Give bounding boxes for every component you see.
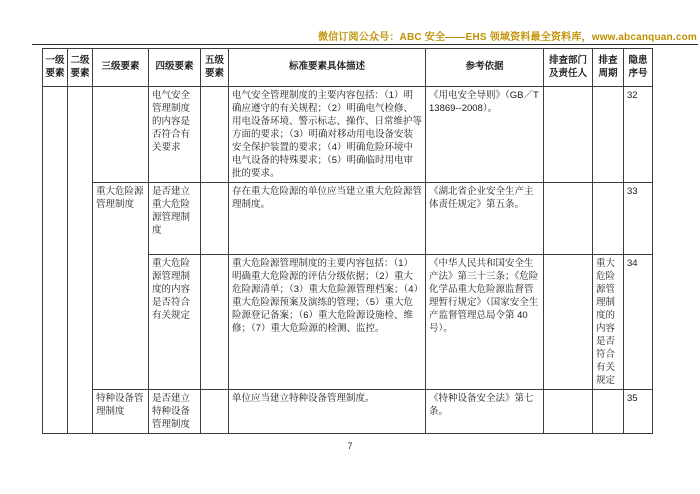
header-description: 标准要素具体描述 bbox=[229, 49, 426, 87]
header-cycle: 排查周期 bbox=[593, 49, 624, 87]
cell-level5-r2 bbox=[201, 183, 229, 255]
page-number: 7 bbox=[347, 441, 353, 451]
cell-level5-r1 bbox=[201, 87, 229, 183]
header-level1: 一级要素 bbox=[43, 49, 68, 87]
cell-hazard-no-r1: 32 bbox=[624, 87, 653, 183]
cell-cycle-r3: 重大危险源管理制度的内容是否符合有关规定 bbox=[593, 255, 624, 390]
cell-department-r4 bbox=[544, 390, 593, 434]
cell-level3-r4: 特种设备管理制度 bbox=[93, 390, 149, 434]
header-level3: 三级要素 bbox=[93, 49, 149, 87]
cell-department-r2 bbox=[544, 183, 593, 255]
cell-level3-r1 bbox=[93, 87, 149, 183]
cell-level5-r3 bbox=[201, 255, 229, 390]
cell-cycle-r4 bbox=[593, 390, 624, 434]
cell-level3-r2: 重大危险源管理制度 bbox=[93, 183, 149, 390]
table-row-electric-content bbox=[43, 87, 653, 183]
cell-level4-r3: 重大危险源管理制度的内容是否符合有关规定 bbox=[149, 255, 201, 390]
cell-reference-r4: 《特种设备安全法》第七条。 bbox=[426, 390, 544, 434]
cell-description-r4: 单位应当建立特种设备管理制度。 bbox=[229, 390, 426, 434]
cell-hazard-no-r3: 34 bbox=[624, 255, 653, 390]
table-row-major-hazard-establish bbox=[43, 183, 653, 255]
table-header-row bbox=[43, 49, 653, 87]
header-department: 排查部门及责任人 bbox=[544, 49, 593, 87]
cell-level4-r4: 是否建立特种设备管理制度 bbox=[149, 390, 201, 434]
cell-cycle-r1 bbox=[593, 87, 624, 183]
cell-hazard-no-r4: 35 bbox=[624, 390, 653, 434]
cell-level2-merged bbox=[68, 87, 93, 434]
cell-level4-r1: 电气安全管理制度的内容是否符合有关要求 bbox=[149, 87, 201, 183]
cell-reference-r3: 《中华人民共和国安全生产法》第三十三条；《危险化学品重大危险源监督管理暂行规定》（国家安全生产监督管理总局令第 40 号）。 bbox=[426, 255, 544, 390]
header-level4: 四级要素 bbox=[149, 49, 201, 87]
header-divider bbox=[32, 44, 698, 45]
header-level2: 二级要素 bbox=[68, 49, 93, 87]
cell-cycle-r2 bbox=[593, 183, 624, 255]
cell-hazard-no-r2: 33 bbox=[624, 183, 653, 255]
cell-level1-merged bbox=[43, 87, 68, 434]
cell-department-r1 bbox=[544, 87, 593, 183]
cell-level4-r2: 是否建立重大危险源管理制度 bbox=[149, 183, 201, 255]
table-row-special-equipment bbox=[43, 390, 653, 434]
cell-reference-r2: 《湖北省企业安全生产主体责任规定》第五条。 bbox=[426, 183, 544, 255]
cell-description-r2: 存在重大危险源的单位应当建立重大危险源管理制度。 bbox=[229, 183, 426, 255]
wechat-banner: 微信订阅公众号：ABC 安全——EHS 领域资料最全资料库，www.abcanquan.com bbox=[317, 32, 697, 43]
cell-level5-r4 bbox=[201, 390, 229, 434]
header-level5: 五级要素 bbox=[201, 49, 229, 87]
cell-department-r3 bbox=[544, 255, 593, 390]
header-reference: 参考依据 bbox=[426, 49, 544, 87]
cell-description-r1: 电气安全管理制度的主要内容包括：（1）明确应遵守的有关规程；（2）明确电气检修、用电设备环境、警示标志、操作、日常维护等方面的要求；（3）明确对移动用电设备安装安全保护装置的要求；（4）明确危险环境中电气设备的特殊要求；（5）明确临时用电审批的要求。 bbox=[229, 87, 426, 183]
cell-reference-r1: 《用电安全导则》（GB／T13869--2008）。 bbox=[426, 87, 544, 183]
cell-description-r3: 重大危险源管理制度的主要内容包括：（1）明确重大危险源的评估分级依据；（2）重大危险源清单；（3）重大危险源管理档案；（4）重大危险源预案及演练的管理；（5）重大危险源登记备案；（6）重大危险源设施检、维修；（7）重大危险源的检测、监控。 bbox=[229, 255, 426, 390]
header-hazard-no: 隐患序号 bbox=[624, 49, 653, 87]
standards-table bbox=[42, 48, 653, 434]
